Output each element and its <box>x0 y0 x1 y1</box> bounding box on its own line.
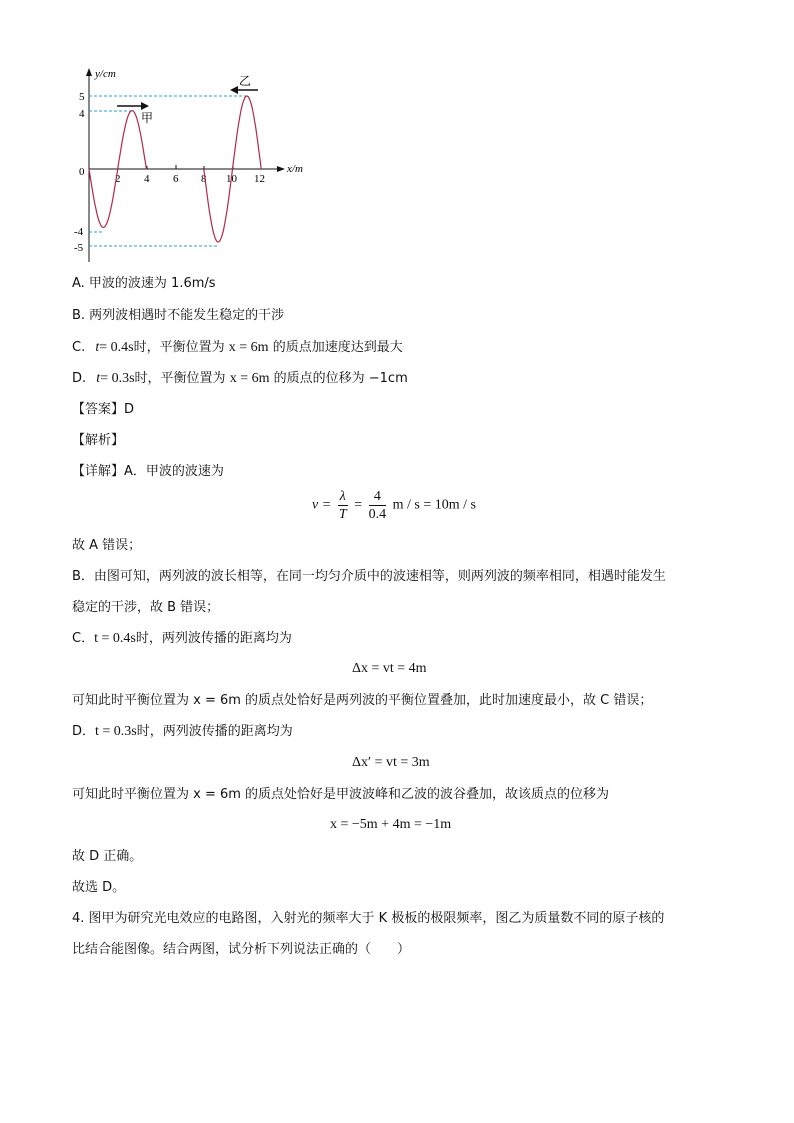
c-intro-prefix: C． <box>72 631 95 646</box>
x-tick-2: 2 <box>115 173 121 185</box>
wave-jia-label: 甲 <box>141 111 154 125</box>
x-tick-8: 8 <box>201 173 207 185</box>
y-tick-0: 0 <box>79 166 85 178</box>
option-d-prefix: D. <box>72 371 87 386</box>
c-conclusion: 可知此时平衡位置为 x = 6m 的质点处恰好是两列波的平衡位置叠加，此时加速度最小，故 C 错误； <box>72 693 653 708</box>
question4-line1: 4. 图甲为研究光电效应的电路图，入射光的频率大于 K 极板的极限频率，图乙为质量数不同的原子核的 <box>72 911 665 926</box>
x-tick-10: 10 <box>226 173 237 185</box>
d-conclusion: 可知此时平衡位置为 x = 6m 的质点处恰好是甲波波峰和乙波的波谷叠加，故该质点的位移为 <box>72 787 610 802</box>
equation-delta-x-prime: Δx′ = vt = 3m <box>352 755 430 770</box>
d-intro-prefix: D． <box>72 724 96 739</box>
y-axis-label: y/cm <box>95 68 116 80</box>
option-c-suffix: 的质点加速度达到最大 <box>272 340 403 355</box>
eq1-frac1-den: T <box>338 507 347 522</box>
option-d-pos: x = 6m <box>229 371 270 386</box>
detail-intro: 【详解】A．甲波的波速为 <box>72 464 224 479</box>
y-tick-5: 5 <box>79 91 85 103</box>
x-tick-4: 4 <box>144 173 150 185</box>
wave-yi-label: 乙 <box>239 74 252 88</box>
option-c-time: = 0.4s <box>99 340 134 355</box>
eq1-frac2-num: 4 <box>369 488 387 506</box>
x-ticks <box>118 165 261 169</box>
option-c-prefix: C. <box>72 340 86 355</box>
b-explanation-line2: 稳定的干涉，故 B 错误； <box>72 600 220 615</box>
equation-displacement: x = −5m + 4m = −1m <box>330 817 452 832</box>
eq1-fraction-lambda-t <box>338 488 348 523</box>
y-tick-neg5: -5 <box>74 242 84 254</box>
wave-figure <box>0 0 340 270</box>
eq1-fraction-4-04 <box>369 488 387 523</box>
eq1-lhs: v = <box>312 497 332 513</box>
option-b: B. 两列波相遇时不能发生稳定的干涉 <box>72 308 285 323</box>
question4-line2: 比结合能图像。结合两图，试分析下列说法正确的（ ） <box>72 942 411 957</box>
option-d-var: t <box>96 371 101 386</box>
option-d <box>72 370 408 388</box>
final-choice: 故选 D。 <box>72 880 126 895</box>
option-d-time: = 0.3s <box>100 371 135 386</box>
d-intro <box>72 723 293 741</box>
y-axis-arrow <box>86 68 92 76</box>
eq1-frac1-num: λ <box>339 489 346 504</box>
option-c <box>72 339 403 357</box>
d-intro-time: t = 0.3s <box>95 724 137 739</box>
b-explanation-line1: B．由图可知，两列波的波长相等，在同一均匀介质中的波速相等，则两列波的频率相同，相遇时能发生 <box>72 569 666 584</box>
equation-velocity <box>312 488 476 523</box>
equation-delta-x: Δx = vt = 4m <box>352 661 427 676</box>
x-axis-arrow <box>277 166 285 172</box>
d-intro-suffix: 时，两列波传播的距离均为 <box>136 724 293 739</box>
y-tick-neg4: -4 <box>74 226 84 238</box>
option-a: A. 甲波的波速为 1.6m/s <box>72 276 216 291</box>
option-c-pos: x = 6m <box>228 340 269 355</box>
answer-line: 【答案】D <box>72 402 135 417</box>
d-correct: 故 D 正确。 <box>72 849 143 864</box>
c-intro-time: t = 0.4s <box>94 631 136 646</box>
analysis-heading: 【解析】 <box>72 433 125 448</box>
x-tick-12: 12 <box>254 173 265 185</box>
option-d-mid: 时，平衡位置为 <box>134 371 226 386</box>
yi-arrow-head <box>230 86 238 94</box>
eq1-eq-sign: = <box>354 497 363 513</box>
a-conclusion: 故 A 错误； <box>72 538 142 553</box>
c-intro-suffix: 时，两列波传播的距离均为 <box>135 631 292 646</box>
y-tick-4: 4 <box>79 108 85 120</box>
eq1-frac2-den: 0.4 <box>368 507 387 522</box>
c-intro <box>72 630 292 648</box>
x-axis-label: x/m <box>287 163 303 175</box>
x-tick-6: 6 <box>173 173 179 185</box>
eq1-rhs: m / s = 10m / s <box>392 497 477 513</box>
option-c-mid: 时，平衡位置为 <box>133 340 225 355</box>
option-d-suffix: 的质点的位移为 −1cm <box>273 371 408 386</box>
jia-arrow-head <box>141 102 149 110</box>
option-c-var: t <box>95 340 100 355</box>
